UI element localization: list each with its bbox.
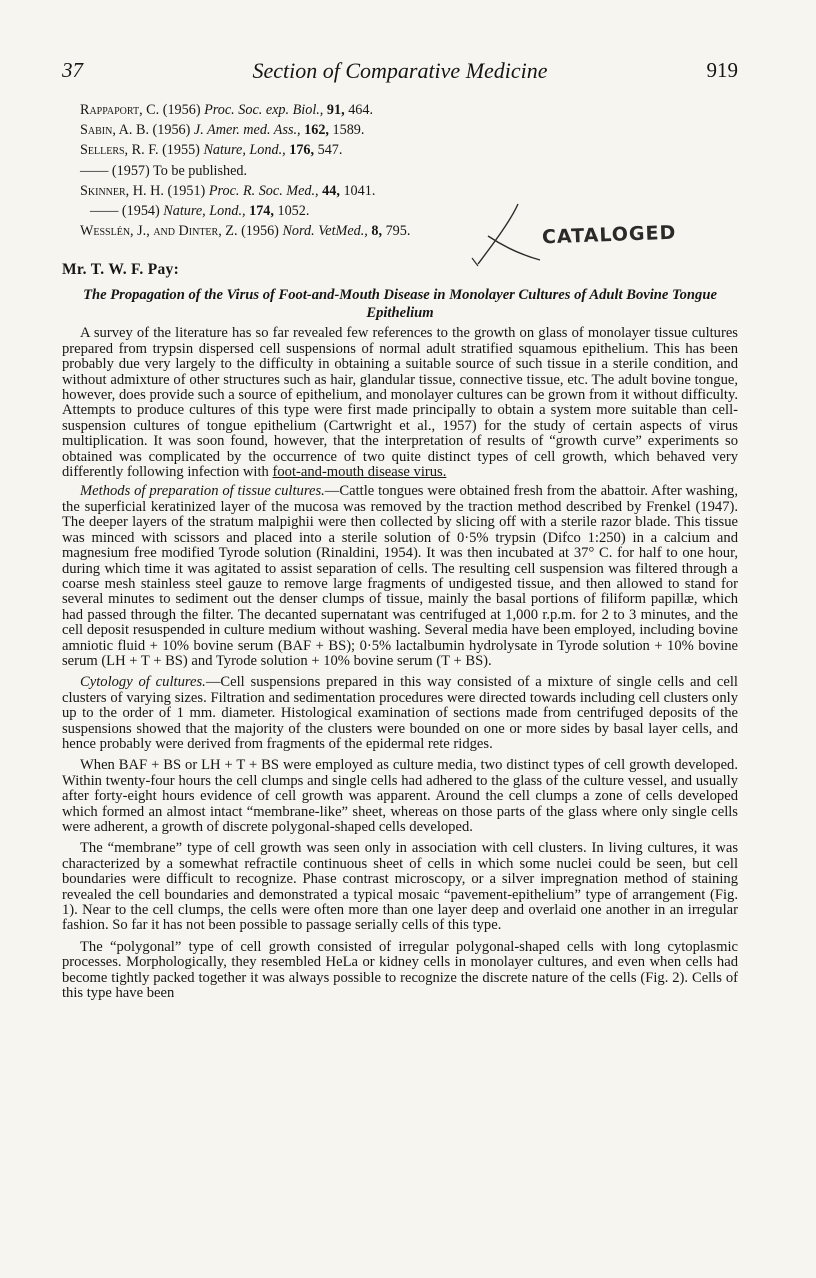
reference-item: Skinner, H. H. (1951) Proc. R. Soc. Med., 44, 1041. <box>80 182 376 199</box>
paragraph: Cytology of cultures.—Cell suspensions prepared in this way consisted of a mixture of single cells and cell clusters of varying sizes. Filtration and sedimentation procedures were directed towards including cell clusters only up to the order of 1 mm. diameter. Histological examination of sections made from centrifuged deposits of the suspensions showed that the majority of the clusters were bounded on one or more sides by basal layer cells, and hence probably were derived from fragments of the epidermal rete ridges. <box>62 674 738 752</box>
paragraph: Methods of preparation of tissue cultures.—Cattle tongues were obtained fresh from the abattoir. After washing, the superficial keratinized layer of the mucosa was removed by the traction method described by Frenkel (1947). The deeper layers of the stratum malpighii were then collected by slicing off with a sterile razor blade. This tissue was minced with scissors and placed into a sterile solution of 0·5% trypsin (Difco 1:250) in a calcium and magnesium free modified Tyrode solution (Rinaldini, 1954). It was then incubated at 37° C. for half to one hour, during which time it was agitated to assist separation of cells. The resulting cell suspension was filtered through a coarse mesh stainless steel gauze to remove large fragments of undigested tissue, and then allowed to stand for several minutes to sediment out the denser clumps of tissue, mainly the basal portions of filiform papillæ, which had passed through the filter. The decanted supernatant was centrifuged at 1,000 r.p.m. for 2 to 3 minutes, and the cell deposit resuspended in culture medium without washing. Several media have been employed, including bovine amniotic fluid + 10% bovine serum (BAF + BS); 0·5% lactalbumin hydrolysate in Tyrode solution + 10% bovine serum (LH + T + BS) and Tyrode solution + 10% bovine serum (T + BS). <box>62 483 738 669</box>
running-title: Section of Comparative Medicine <box>252 58 548 83</box>
header-left-number: 37 <box>62 58 83 82</box>
paragraph: A survey of the literature has so far revealed few references to the growth on glass of monolayer tissue cultures prepared from trypsin dispersed cell suspensions of normal adult stratified squamous epithelium. This has been probably due very largely to the difficulty in obtaining a suitable source of such tissue in a sterile condition, and without admixture of other structures such as hair, glandular tissue, connective tissue, etc. The adult bovine tongue, however, does provide such a source of epithelium, and monolayer cultures can be grown from it without difficulty. Attempts to produce cultures of this type were first made principally to obtain a system more suitable than cell-suspension cultures of tongue epithelium (Cartwright et al., 1957) for the study of certain aspects of virus multiplication. It was soon found, however, that the interpretation of results of “growth curve” experiments so obtained was complicated by the occurrence of two quite distinct types of cell growth, which behaved very differently following infection with foot-and-mouth disease virus. <box>62 325 738 481</box>
article-body <box>62 326 738 1001</box>
running-header <box>62 58 738 92</box>
paragraph: The “polygonal” type of cell growth consisted of irregular polygonal-shaped cells with long cytoplasmic processes. Morphologically, they resembled HeLa or kidney cells in monolayer cultures, and even when cells had become tightly packed together it was always possible to recognize the discrete nature of the cells (Fig. 2). Cells of this type have been <box>62 938 738 1002</box>
stamp-text: CATALOGED <box>541 221 677 249</box>
article-title: The Propagation of the Virus of Foot-and-Mouth Disease in Monolayer Cultures of Adult Bovine Tongue Epithelium <box>83 287 717 322</box>
paragraph: The “membrane” type of cell growth was seen only in association with cell clusters. In living cultures, it was characterized by a somewhat refractile continuous sheet of cells in which some nuclei could be seen, but cell boundaries were difficult to recognize. Phase contrast microscopy, or a silver impregnation method of staining revealed the cell boundaries and demonstrated a typical mosaic “pavement-epithelium” type of arrangement (Fig. 1). Near to the cell clumps, the cells were often more than one layer deep and overlaid one another in an irregular fashion. So far it has not been possible to passage serially cells of this type. <box>62 840 738 934</box>
page-number: 919 <box>706 58 738 82</box>
reference-item: Sellers, R. F. (1955) Nature, Lond., 176, 547. <box>80 142 343 159</box>
catalog-stamp <box>460 202 700 268</box>
reference-item: Wesslén, J., and Dinter, Z. (1956) Nord. VetMed., 8, 795. <box>80 223 411 240</box>
speaker-name: Mr. T. W. F. Pay: <box>62 261 180 279</box>
reference-item: Sabin, A. B. (1956) J. Amer. med. Ass., 162, 1589. <box>80 122 365 139</box>
reference-item: —— (1957) To be published. <box>80 162 248 179</box>
journal-page <box>62 58 738 1007</box>
paragraph: When BAF + BS or LH + T + BS were employed as culture media, two distinct types of cell growth developed. Within twenty-four hours the cell clumps and single cells had adhered to the glass of the culture vessel, and usually after forty-eight hours evidence of cell growth was apparent. Around the cell clumps a zone of cells developed which formed an almost intact “membrane-like” sheet, whereas on those parts of the glass where only single cells were adherent, a growth of discrete polygonal-shaped cells developed. <box>62 757 738 836</box>
reference-item: —— (1954) Nature, Lond., 174, 1052. <box>90 203 310 220</box>
reference-item: Rappaport, C. (1956) Proc. Soc. exp. Biol., 91, 464. <box>80 102 374 118</box>
